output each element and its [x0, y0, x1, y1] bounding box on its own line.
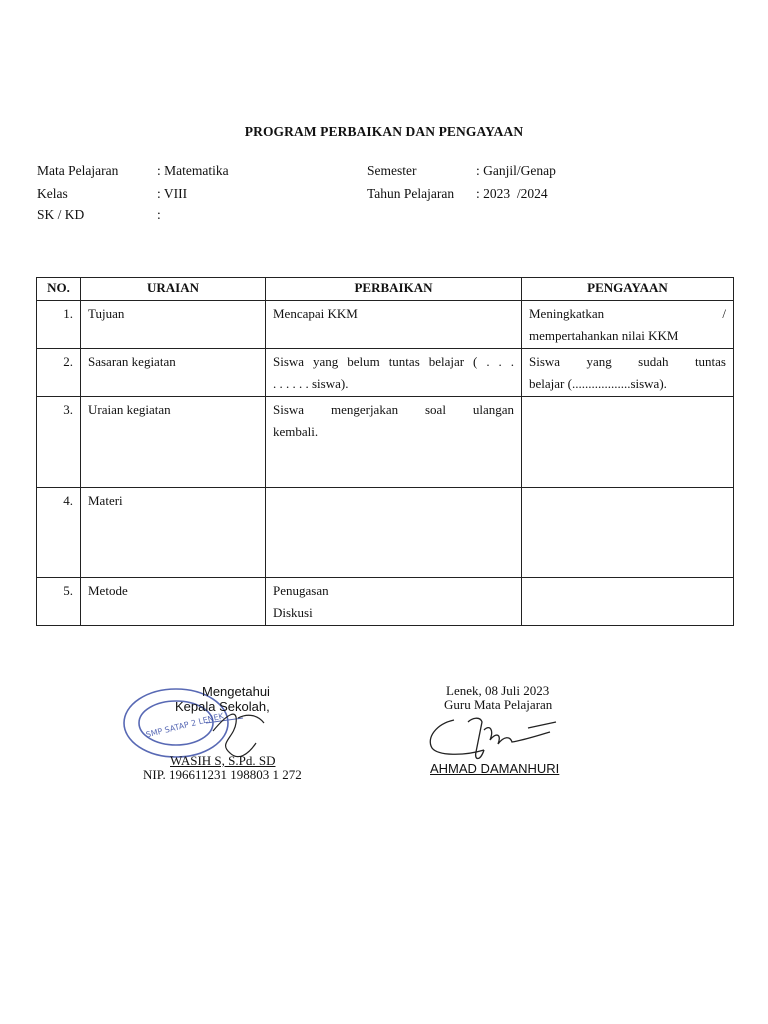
table-header-row — [37, 278, 734, 301]
row-perbaikan — [266, 349, 522, 397]
tahun-value: : 2023 /2024 — [476, 186, 548, 201]
mapel-label: Mata Pelajaran — [37, 163, 119, 178]
left-sign-line2: Kepala Sekolah, — [175, 699, 270, 714]
row-perbaikan — [266, 578, 522, 626]
skkd-value: : — [157, 207, 161, 222]
mapel-value: : Matematika — [157, 163, 229, 178]
teacher-signature — [424, 712, 564, 764]
program-table — [36, 277, 734, 626]
row-no: 5. — [37, 578, 81, 626]
kelas-label: Kelas — [37, 186, 68, 201]
left-sign-line1: Mengetahui — [202, 684, 270, 699]
table-row — [37, 397, 734, 488]
tahun-label: Tahun Pelajaran — [367, 186, 455, 201]
pengayaan-line: Siswa yang sudah tuntas — [529, 354, 726, 369]
row-uraian: Metode — [81, 578, 266, 626]
row-pengayaan — [522, 488, 734, 578]
pengayaan-line: Meningkatkan / — [529, 306, 726, 321]
table-row — [37, 301, 734, 349]
row-uraian: Uraian kegiatan — [81, 397, 266, 488]
row-perbaikan — [266, 397, 522, 488]
row-pengayaan — [522, 397, 734, 488]
pengayaan-line: mempertahankan nilai KKM — [529, 328, 679, 343]
row-no: 1. — [37, 301, 81, 349]
header-perbaikan: PERBAIKAN — [266, 278, 522, 301]
right-sign-line1: Lenek, 08 Juli 2023 — [446, 683, 550, 698]
row-perbaikan — [266, 488, 522, 578]
teacher-name: AHMAD DAMANHURI — [430, 761, 560, 776]
principal-name: WASIH S, S.Pd. SD — [170, 753, 276, 768]
header-no: NO. — [37, 278, 81, 301]
header-pengayaan: PENGAYAAN — [522, 278, 734, 301]
table-row — [37, 578, 734, 626]
principal-nip: NIP. 196611231 198803 1 272 — [143, 767, 302, 782]
right-sign-line2: Guru Mata Pelajaran — [444, 697, 553, 712]
perbaikan-line: Siswa yang belum tuntas belajar ( . . . — [273, 354, 514, 369]
perbaikan-line: Diskusi — [273, 605, 313, 620]
row-no: 3. — [37, 397, 81, 488]
page-title: PROGRAM PERBAIKAN DAN PENGAYAAN — [244, 124, 524, 139]
semester-label: Semester — [367, 163, 417, 178]
row-uraian: Sasaran kegiatan — [81, 349, 266, 397]
row-perbaikan: Mencapai KKM — [266, 301, 522, 349]
perbaikan-line: . . . . . . siswa). — [273, 376, 349, 391]
row-pengayaan — [522, 349, 734, 397]
row-uraian: Tujuan — [81, 301, 266, 349]
row-pengayaan — [522, 301, 734, 349]
row-no: 4. — [37, 488, 81, 578]
kelas-value: : VIII — [157, 186, 188, 201]
skkd-label: SK / KD — [37, 207, 85, 222]
table-row — [37, 349, 734, 397]
stamp-text: SMP SATAP 2 LENEK — [144, 711, 225, 740]
pengayaan-line: belajar (..................siswa). — [529, 376, 667, 391]
semester-value: : Ganjil/Genap — [476, 163, 556, 178]
row-pengayaan — [522, 578, 734, 626]
row-no: 2. — [37, 349, 81, 397]
header-uraian: URAIAN — [81, 278, 266, 301]
perbaikan-line: Siswa mengerjakan soal ulangan — [273, 402, 514, 417]
perbaikan-line: Penugasan — [273, 583, 329, 598]
table-row — [37, 488, 734, 578]
row-uraian: Materi — [81, 488, 266, 578]
perbaikan-line: kembali. — [273, 424, 319, 439]
